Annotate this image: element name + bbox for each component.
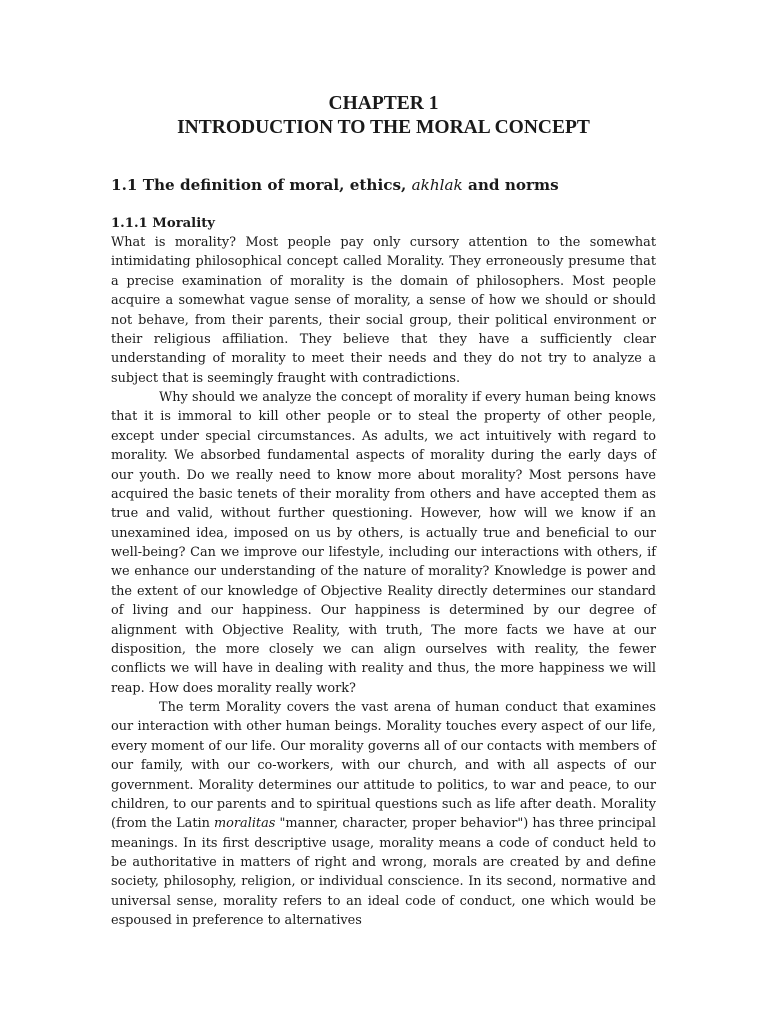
paragraph-3 — [111, 698, 656, 931]
section-title — [111, 175, 559, 195]
paragraph-3-end: "manner, character, proper behavior") has three principal meanings. In its first descriptive usage, morality means a code of conduct held to be authoritative in matters of right and wrong, morals are created by and define society, philosophy, religion, or individual conscience. In its second, normative and universal sense, morality refers to an ideal code of conduct, one which would be espoused in preference to alternatives — [111, 816, 656, 929]
latin-term: moralitas — [214, 816, 276, 832]
chapter-title: INTRODUCTION TO THE MORAL CONCEPT — [177, 117, 590, 138]
paragraph-1: What is morality? Most people pay only cursory attention to the somewhat intimidating philosophical concept called Morality. They erroneously presume that a precise examination of morality is the domain of philosophers. Most people acquire a somewhat vague sense of morality, a sense of how we should or should not behave, from their parents, their social group, their political environment or their religious affiliation. They believe that they have a sufficiently clear understanding of morality to meet their needs and they do not try to analyze a subject that is seemingly fraught with contradictions. — [111, 235, 656, 386]
chapter-number: CHAPTER 1 — [328, 93, 439, 114]
body-text — [111, 233, 656, 931]
paragraph-2: Why should we analyze the concept of morality if every human being knows that it is immoral to kill other people or to steal the property of other people, except under special circumstances. As adults, we act intuitively with regard to morality. We absorbed fundamental aspects of morality during the early days of our youth. Do we really need to know more about morality? Most persons have acquired the basic tenets of their morality from others and have accepted them as true and valid, without further questioning. However, how will we know if an unexamined idea, imposed on us by others, is actually true and beneficial to our well-being? Can we improve our lifestyle, including our interactions with others, if we enhance our understanding of the nature of morality? Knowledge is power and the extent of our knowledge of Objective Reality directly determines our standard of living and our happiness. Our happiness is determined by our degree of alignment with Objective Reality, with truth, The more facts we have at our disposition, the more closely we can align ourselves with reality, the fewer conflicts we will have in dealing with reality and thus, the more happiness we will reap. How does morality really work? — [111, 390, 656, 696]
document-page — [111, 92, 656, 929]
subsection-title: 1.1.1 Morality — [111, 216, 215, 231]
paragraph-3-start: The term Morality covers the vast arena of human conduct that examines our interaction with other human beings. Morality touches every aspect of our life, every moment of our life. Our morality governs all of our contacts with members of our family, with our co-workers, with our church, and with all aspects of our government. Morality determines our attitude to politics, to war and peace, to our children, to our parents and to spiritual questions such as life after death. Morality (from the Latin — [111, 700, 656, 832]
section-title-suffix: and norms — [462, 176, 559, 194]
section-title-prefix: 1.1 The definition of moral, ethics, — [111, 176, 412, 194]
section-title-italic: akhlak — [411, 176, 463, 194]
